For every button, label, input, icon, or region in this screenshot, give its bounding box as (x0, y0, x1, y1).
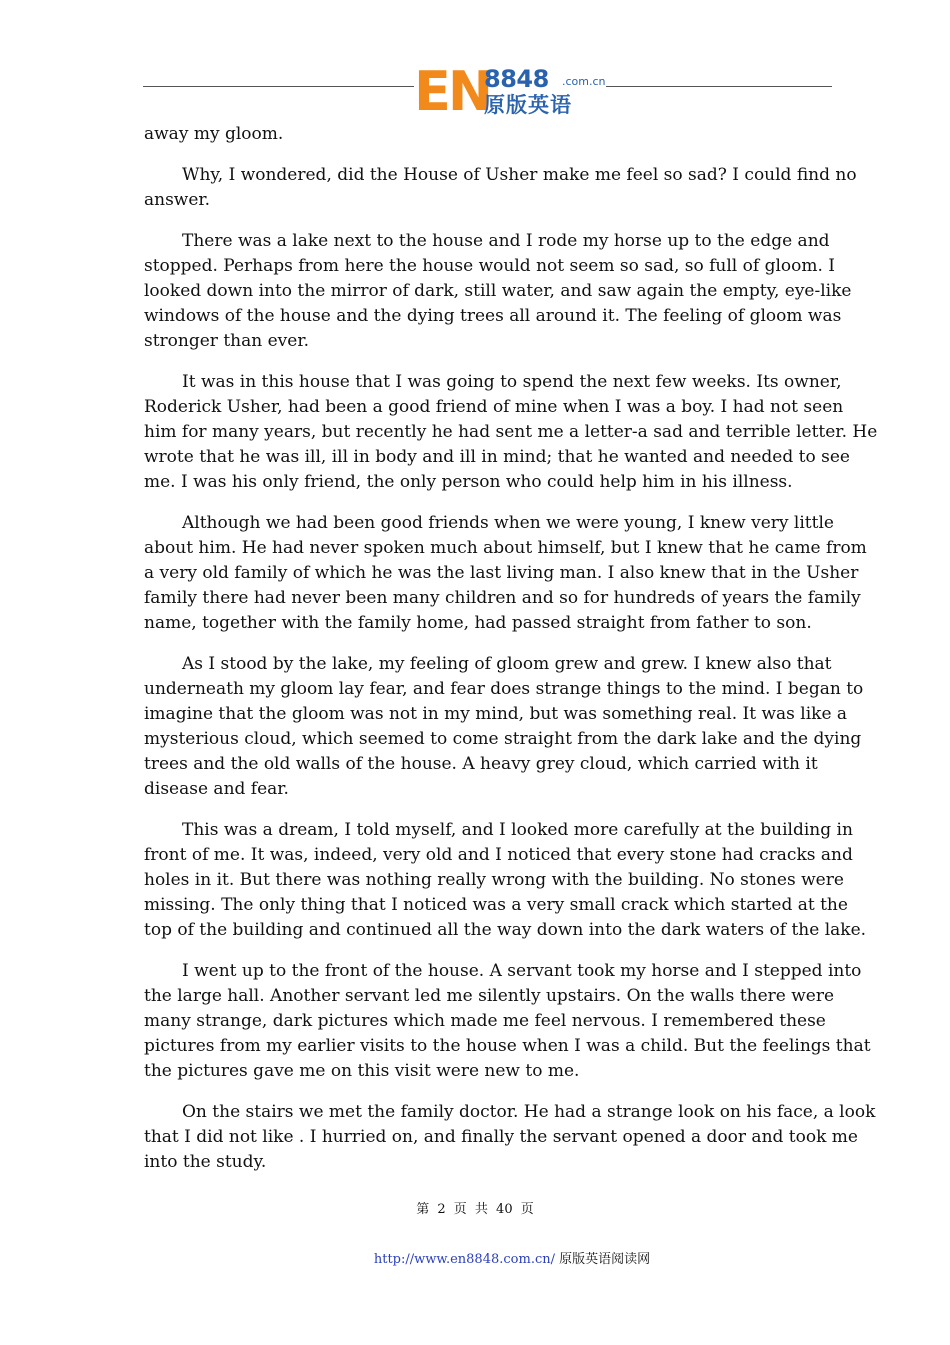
paragraph: Although we had been good friends when we were young, I knew very little about him. He had never spoken much about himself, but I knew that he came from a very old family of which he was the last living man. I also knew that in the Usher family there had never been many children and so for hundreds of years the family name, together with the family home, had passed straight from father to son. (144, 513, 867, 633)
paragraph: As I stood by the lake, my feeling of gloom grew and grew. I knew also that underneath my gloom lay fear, and fear does strange things to the mind. I began to imagine that the gloom was not in my mind, but was something real. It was like a mysterious cloud, which seemed to come straight from the dark lake and the dying trees and the old walls of the house. A heavy grey cloud, which carried with it disease and fear. (144, 654, 864, 799)
paragraph: There was a lake next to the house and I rode my horse up to the edge and stopped. Perhaps from here the house would not seem so sad, so full of gloom. I looked down into the mirror of dark, still water, and saw again the empty, eye-like windows of the house and the dying trees all around it. The feeling of gloom was stronger than ever. (144, 231, 852, 351)
paragraph: Why, I wondered, did the House of Usher make me feel so sad? I could find no answer. (144, 165, 857, 210)
footer-url-link[interactable]: http://www.en8848.com.cn/ (373, 1252, 555, 1267)
paragraph: I went up to the front of the house. A servant took my horse and I stepped into the large hall. Another servant led me silently upstairs. On the walls there were many strange, dark pictures which made me feel nervous. I remembered these pictures from my earlier visits to the house when I was a child. But the feelings that the pictures gave me on this visit were new to me. (144, 961, 871, 1081)
paragraph: This was a dream, I told myself, and I looked more carefully at the building in front of me. It was, indeed, very old and I noticed that every stone had cracks and holes in it. But there was nothing really wrong with the building. No stones were missing. The only thing that I noticed was a very small crack which started at the top of the building and continued all the way down into the dark waters of the lake. (144, 820, 867, 940)
document-body (144, 122, 879, 1191)
header-rule-left (143, 86, 415, 87)
paragraph: It was in this house that I was going to spend the next few weeks. Its owner, Roderick Usher, had been a good friend of mine when I was a boy. I had not seen him for many years, but recently he had sent me a letter-a sad and terrible letter. He wrote that he was ill, ill in body and ill in mind; that he wanted and needed to see me. I was his only friend, the only person who could help him in his illness. (144, 372, 878, 492)
logo-chinese-name: 原版英语 (484, 93, 572, 117)
site-logo[interactable] (414, 60, 606, 123)
footer-link-line (0, 1248, 950, 1267)
header-rule-right (604, 86, 832, 87)
paragraph: On the stairs we met the family doctor. He had a strange look on his face, a look that I did not like . I hurried on, and finally the servant opened a door and took me into the study. (144, 1102, 876, 1172)
page-indicator: 第 2 页 共 40 页 (416, 1202, 534, 1217)
footer-site-name: 原版英语阅读网 (559, 1252, 651, 1267)
logo-en-mark: EN (414, 60, 491, 123)
paragraph: away my gloom. (144, 124, 284, 144)
logo-domain: .com.cn (562, 75, 606, 88)
logo-number: 8848 (484, 65, 549, 93)
